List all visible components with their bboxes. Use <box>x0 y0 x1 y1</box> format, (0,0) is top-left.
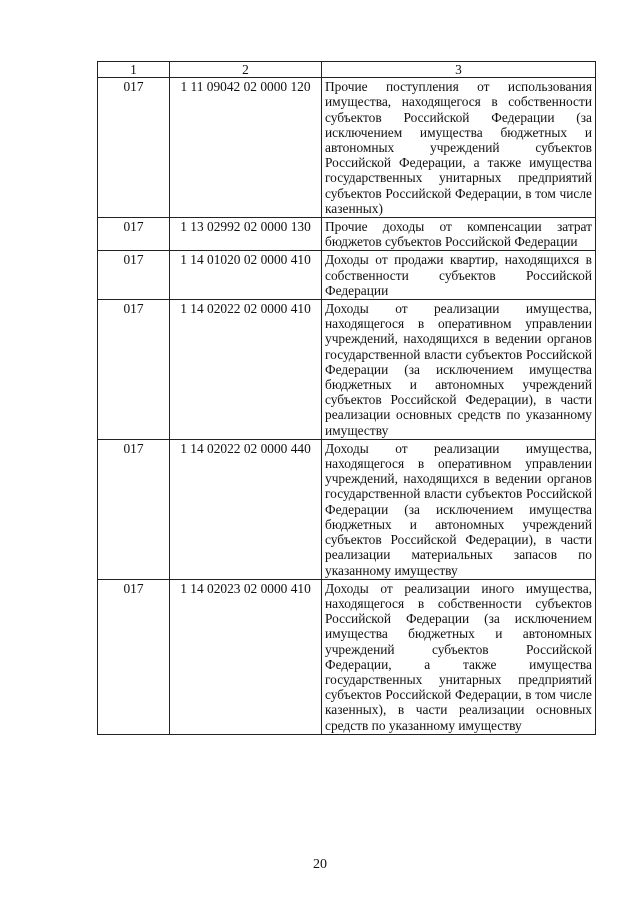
header-cell-1: 1 <box>98 62 170 78</box>
admin-code-cell: 017 <box>98 300 170 440</box>
table-header-row <box>98 62 596 78</box>
revenue-code-cell: 1 14 02023 02 0000 410 <box>170 579 322 734</box>
revenue-code-cell: 1 13 02992 02 0000 130 <box>170 218 322 251</box>
admin-code-cell: 017 <box>98 439 170 579</box>
revenue-description-cell: Прочие доходы от компенсации затрат бюджетов субъектов Российской Федерации <box>322 218 596 251</box>
revenue-code-cell: 1 11 09042 02 0000 120 <box>170 78 322 218</box>
table-row <box>98 300 596 440</box>
header-cell-3: 3 <box>322 62 596 78</box>
table-row <box>98 218 596 251</box>
admin-code-cell: 017 <box>98 251 170 300</box>
page-number: 20 <box>313 857 327 872</box>
revenue-description-cell: Доходы от продажи квартир, находящихся в собственности субъектов Российской Федерации <box>322 251 596 300</box>
revenue-code-cell: 1 14 02022 02 0000 410 <box>170 300 322 440</box>
table-row <box>98 439 596 579</box>
revenue-description-cell: Прочие поступления от использования имущества, находящегося в собственности субъектов Российской Федерации (за исключением имущества бюджетных и автономных учреждений субъектов Российской Федерации, а также имущества государственных унитарных предприятий субъектов Российской Федерации, в том числе казенных) <box>322 78 596 218</box>
revenue-description-cell: Доходы от реализации имущества, находящегося в оперативном управлении учреждений, находящихся в ведении органов государственной власти субъектов Российской Федерации (за исключением имущества бюджетных и автономных учреждений субъектов Российской Федерации), в части реализации материальных запасов по указанному имуществу <box>322 439 596 579</box>
admin-code-cell: 017 <box>98 78 170 218</box>
table-row <box>98 579 596 734</box>
table-row <box>98 78 596 218</box>
revenue-code-cell: 1 14 01020 02 0000 410 <box>170 251 322 300</box>
revenue-codes-table <box>97 61 596 735</box>
revenue-description-cell: Доходы от реализации имущества, находящегося в оперативном управлении учреждений, находящихся в ведении органов государственной власти субъектов Российской Федерации (за исключением имущества бюджетных и автономных учреждений субъектов Российской Федерации), в части реализации основных средств по указанному имуществу <box>322 300 596 440</box>
header-cell-2: 2 <box>170 62 322 78</box>
revenue-description-cell: Доходы от реализации иного имущества, находящегося в собственности субъектов Российской Федерации (за исключением имущества бюджетных и автономных учреждений субъектов Российской Федерации, а также имущества государственных унитарных предприятий субъектов Российской Федерации, в том числе казенных), в части реализации основных средств по указанному имуществу <box>322 579 596 734</box>
table-row <box>98 251 596 300</box>
revenue-code-cell: 1 14 02022 02 0000 440 <box>170 439 322 579</box>
admin-code-cell: 017 <box>98 579 170 734</box>
admin-code-cell: 017 <box>98 218 170 251</box>
